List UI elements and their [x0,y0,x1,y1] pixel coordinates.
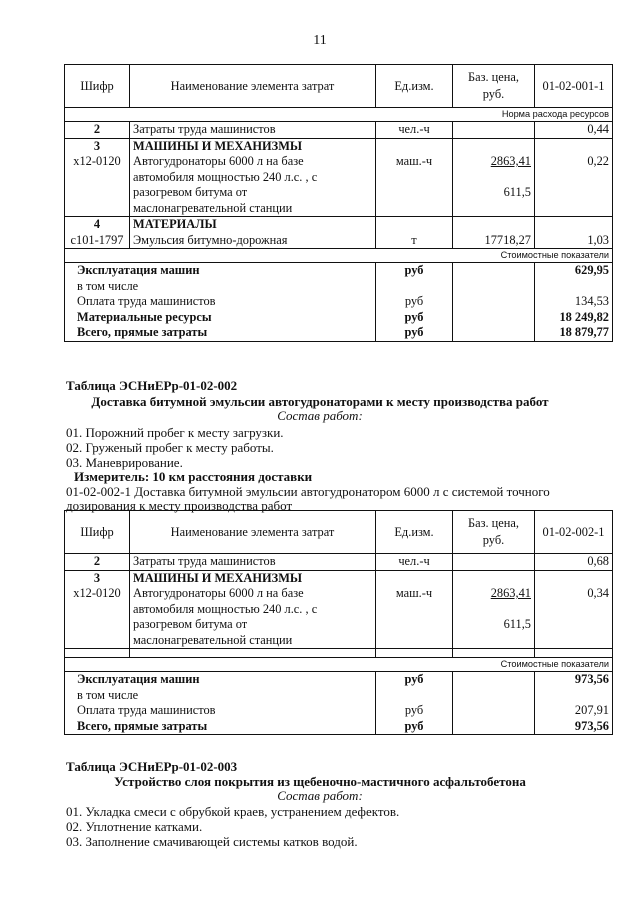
norm-label: Норма расхода ресурсов [65,108,613,122]
section3-step: 03. Заполнение смачивающей системы катков водой. [66,834,358,849]
table-row: 4 МАТЕРИАЛЫ [65,217,613,233]
section2-step: 01. Порожний пробег к месту загрузки. [66,425,284,440]
section2-subtitle: Доставка битумной эмульсии автогудронаторами к месту производства работ [91,394,549,409]
cost-row: Эксплуатация машин руб 973,56 [65,672,613,688]
section3-title: Таблица ЭСНиЕРр-01-02-003 [66,759,238,774]
resource-table-1: Шифр Наименование элемента затрат Ед.изм. Баз. цена, руб. 01-02-001-1 Норма расхода ресурсов 2 Затраты труда машинистов чел.-ч 0,44 3 МАШИНЫ И МЕХАНИЗМЫ х12-0120 Автогудронаторы 6000 л на базе маш.-ч 2863,41 0,22 автомобиля мощностью 240 л.с. , с разогревом битума от 611,5 маслонагревательной станции 4 МАТЕРИАЛЫ с101-1797 Эмульсия битумно-дорожная т 17718,27 1,03 Стоимостные показатели Эксплуатация машин руб 629,95 в том числе Оплата труда машинистов руб 134,53 Материальные ресурсы руб 18 249,82 Всего, прямые затраты руб 18 879,77 [64,64,613,342]
section2-composition: Состав работ: [277,408,363,423]
cost-row: Материальные ресурсы руб 18 249,82 [65,310,613,326]
cost-label: Стоимостные показатели [65,249,613,263]
cost-row: Всего, прямые затраты руб 973,56 [65,719,613,735]
section2-measure: Измеритель: 10 км расстояния доставки [74,469,313,484]
header-code: Шифр [65,65,130,108]
header-code: Шифр [65,511,130,554]
header-name: Наименование элемента затрат [130,65,376,108]
table-row: с101-1797 Эмульсия битумно-дорожная т 17718,27 1,03 [65,233,613,249]
header-norm-code: 01-02-002-1 [535,511,613,554]
table-row: х12-0120 Автогудронаторы 6000 л на базе маш.-ч 2863,41 0,34 [65,586,613,602]
resource-table-2: Шифр Наименование элемента затрат Ед.изм. Баз. цена, руб. 01-02-002-1 2 Затраты труда машинистов чел.-ч 0,68 3 МАШИНЫ И МЕХАНИЗМЫ х12-0120 Автогудронаторы 6000 л на базе маш.-ч 2863,41 0,34 автомобиля мощностью 240 л.с. , с разогревом битума от 611,5 маслонагревательной станции Стоимостные показатели Эксплуатация машин руб 973,56 в том числе Оплата труда машинистов руб 207,91 Всего, прямые затраты руб 973,56 [64,510,613,735]
section2-step: 03. Маневрирование. [66,455,183,470]
cost-row: в том числе [65,279,613,295]
section2-desc: дозирования к месту производства работ [66,498,293,513]
section2-desc: 01-02-002-1 Доставка битумной эмульсии автогудронатором 6000 л с системой точного [66,484,550,499]
header-unit: Ед.изм. [376,65,453,108]
cost-row: Оплата труда машинистов руб 207,91 [65,703,613,719]
table-row: 3 МАШИНЫ И МЕХАНИЗМЫ [65,570,613,586]
table-row: х12-0120 Автогудронаторы 6000 л на базе маш.-ч 2863,41 0,22 [65,154,613,170]
section2-title: Таблица ЭСНиЕРр-01-02-002 [66,378,238,393]
section3-step: 02. Уплотнение катками. [66,819,203,834]
cost-row: Оплата труда машинистов руб 134,53 [65,294,613,310]
header-norm-code: 01-02-001-1 [535,65,613,108]
header-name: Наименование элемента затрат [130,511,376,554]
cost-label: Стоимостные показатели [65,658,613,672]
table-row: 2 Затраты труда машинистов чел.-ч 0,68 [65,554,613,571]
header-price: Баз. цена, руб. [453,65,535,108]
table-row: 3 МАШИНЫ И МЕХАНИЗМЫ [65,138,613,154]
section3-composition: Состав работ: [277,788,363,803]
section2-step: 02. Груженый пробег к месту работы. [66,440,274,455]
header-price: Баз. цена, руб. [453,511,535,554]
header-unit: Ед.изм. [376,511,453,554]
page-number: 11 [313,33,327,48]
section3-step: 01. Укладка смеси с обрубкой краев, устранением дефектов. [66,804,400,819]
cost-row: Эксплуатация машин руб 629,95 [65,263,613,279]
cost-row: в том числе [65,688,613,704]
section3-subtitle: Устройство слоя покрытия из щебеночно-мастичного асфальтобетона [114,774,526,789]
cost-row: Всего, прямые затраты руб 18 879,77 [65,325,613,341]
table-row: 2 Затраты труда машинистов чел.-ч 0,44 [65,122,613,139]
